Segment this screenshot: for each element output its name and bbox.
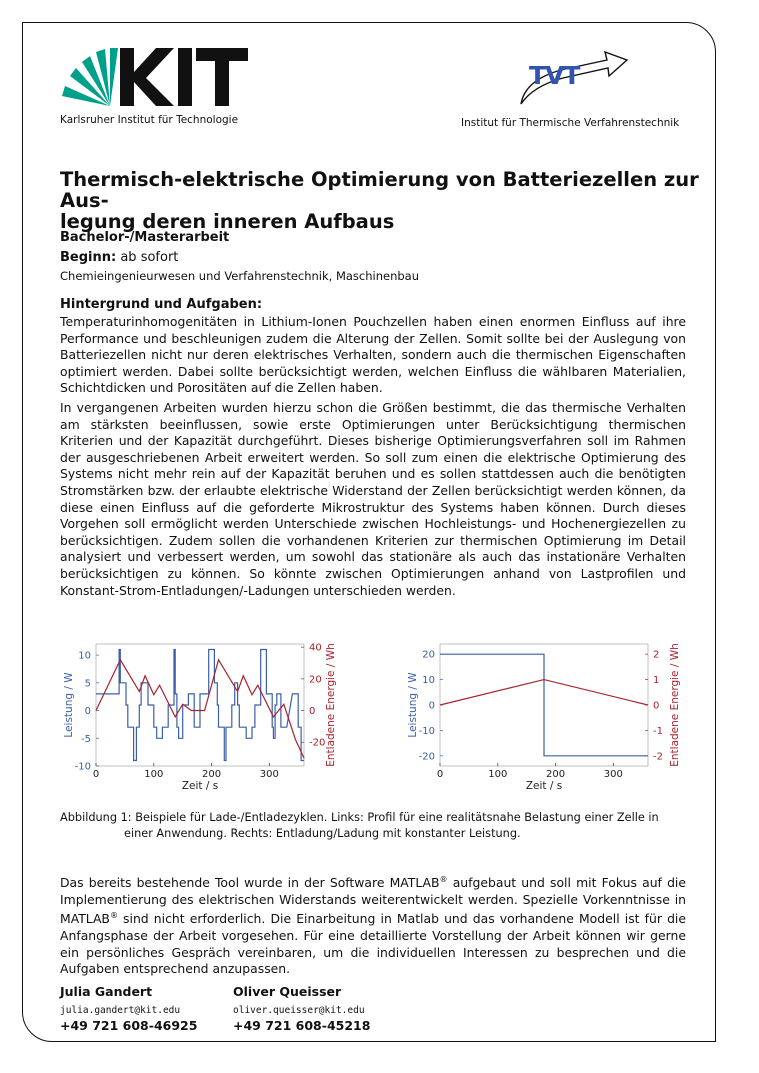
- kit-subtitle: Karlsruher Institut für Technologie: [60, 114, 239, 126]
- chart-constant-power: [402, 636, 702, 804]
- contact-phone: +49 721 608-45218: [233, 1018, 371, 1033]
- p3-part-a: Das bereits bestehende Tool wurde in der Software MATLAB: [60, 875, 440, 891]
- y-left-tick-label: 20: [422, 649, 435, 661]
- page-title: [60, 169, 700, 232]
- kit-logo: [58, 46, 248, 114]
- x-tick-label: 300: [603, 769, 623, 780]
- x-tick-label: 0: [92, 769, 100, 780]
- caption-label: Abbildung 1:: [60, 811, 132, 824]
- power-series-line: [96, 650, 304, 761]
- y-left-tick-label: -20: [418, 751, 435, 763]
- y-left-tick-label: -10: [74, 761, 91, 773]
- p3-part-c: sind nicht erforderlich. Die Einarbeitung in Matlab und das vorhandene Modell ist für die Anfangsphase der Arbeit vorgesehen. Für eine detaillierte Vorstellung der Arbeit können wir gerne ein persönliches Gespräch vereinbaren, um die individuellen Interessen zu besprechen und die Aufgaben entsprechend anzupassen.: [60, 911, 686, 977]
- y-right-tick-label: -20: [309, 737, 326, 749]
- y-right-tick-label: 40: [309, 642, 322, 654]
- svg-text:TVT: TVT: [529, 61, 580, 90]
- contact-name: Oliver Queisser: [233, 984, 342, 999]
- y-right-tick-label: 0: [653, 700, 660, 712]
- contact-email[interactable]: oliver.queisser@kit.edu: [233, 1005, 365, 1016]
- y-left-axis-label: Leistung / W: [407, 672, 419, 738]
- chart-load-profile: [58, 636, 358, 804]
- x-tick-label: 200: [202, 769, 222, 780]
- begin-info: [60, 250, 178, 265]
- begin-value: ab sofort: [120, 250, 179, 265]
- thesis-type: Bachelor-/Masterarbeit: [60, 230, 230, 245]
- caption-line-2: einer Anwendung. Rechts: Entladung/Ladung mit konstanter Leistung.: [124, 826, 521, 840]
- section-heading: Hintergrund und Aufgaben:: [60, 297, 263, 312]
- x-axis-label: Zeit / s: [525, 780, 563, 792]
- x-axis-label: Zeit / s: [181, 780, 219, 792]
- contact-phone: +49 721 608-46925: [60, 1018, 198, 1033]
- y-left-tick-label: -10: [418, 725, 435, 737]
- y-left-tick-label: 5: [84, 678, 91, 690]
- y-left-tick-label: 0: [428, 700, 435, 712]
- y-right-tick-label: -1: [653, 725, 663, 737]
- y-left-tick-label: 10: [422, 675, 435, 687]
- y-right-tick-label: -2: [653, 751, 663, 763]
- begin-label: Beginn:: [60, 250, 117, 265]
- contact-email[interactable]: julia.gandert@kit.edu: [60, 1005, 181, 1016]
- registered-mark: ®: [439, 875, 448, 884]
- study-fields: Chemieingenieurwesen und Verfahrenstechnik, Maschinenbau: [60, 269, 420, 283]
- paragraph-2: In vergangenen Arbeiten wurden hierzu schon die Größen bestimmt, die das thermische Verhalten am stärksten beeinflussen, sowie erste Optimierungen unter Berücksichtigung thermischen Kriterien und der Kapazität durchgeführt. Dieses bisherige Optimierungsverfahren soll im Rahmen der ausgeschriebenen Arbeit erweitert werden. So soll zum einen die elektrische Optimierung des Systems nicht mehr rein auf der Kapazität beruhen und es sollen stattdessen auch die benötigten Stromstärken bzw. der erlaubte elektrische Widerstand der Zellen berücksichtigt werden können, da diese einen Einfluss auf die geforderte Mikrostruktur des Systems haben können. Durch dieses Vorgehen soll ermöglicht werden Unterschiede zwischen Hochleistungs- und Hochenergiezellen zu berücksichtigen. Zudem sollen die vorhandenen Kriterien zur thermischen Optimierung im Detail analysiert und verbessert werden, um sowohl das stationäre als auch das instationäre Verhalten berücksichtigen zu können. So könnte zwischen Optimierungen anhand von Lastprofilen und Konstant-Strom-Entladungen/-Ladungen unterschieden werden.: [60, 400, 686, 598]
- x-tick-label: 100: [488, 769, 508, 780]
- y-right-axis-label: Entladene Energie / Wh: [669, 643, 681, 767]
- figure-caption: [60, 810, 686, 841]
- tvt-logo: [517, 46, 629, 110]
- x-tick-label: 300: [259, 769, 279, 780]
- contact-name: Julia Gandert: [60, 984, 153, 999]
- x-tick-label: 0: [436, 769, 444, 780]
- x-tick-label: 200: [546, 769, 566, 780]
- y-right-axis-label: Entladene Energie / Wh: [325, 643, 337, 767]
- power-series-line: [440, 654, 648, 756]
- tvt-subtitle: Institut für Thermische Verfahrenstechnik: [461, 117, 680, 129]
- caption-line-1: Beispiele für Lade-/Entladezyklen. Links: Profil für eine realitätsnahe Belastung einer Zelle in: [135, 811, 659, 824]
- y-right-tick-label: 0: [309, 706, 316, 718]
- title-line-1: Thermisch-elektrische Optimierung von Batteriezellen zur Aus-: [60, 168, 699, 212]
- contact-1: [60, 984, 197, 1033]
- y-right-tick-label: 1: [653, 675, 660, 687]
- x-tick-label: 100: [144, 769, 164, 780]
- paragraph-3: [60, 872, 686, 978]
- p3-part-b: aufgebaut und soll mit Fokus auf die Implementierung des elektrischen Widerstands weiterentwickelt werden. Spezielle Vorkenntnisse in MATLAB: [60, 875, 686, 927]
- y-right-tick-label: 20: [309, 674, 322, 686]
- y-left-axis-label: Leistung / W: [63, 672, 75, 738]
- y-right-tick-label: 2: [653, 649, 660, 661]
- title-line-2: legung deren inneren Aufbaus: [60, 210, 395, 233]
- registered-mark: ®: [109, 911, 118, 921]
- y-left-tick-label: 0: [84, 706, 91, 718]
- contact-2: [233, 984, 370, 1033]
- y-left-tick-label: -5: [81, 733, 91, 745]
- paragraph-1: Temperaturinhomogenitäten in Lithium-Ionen Pouchzellen haben einen enormen Einfluss auf ihre Performance und beschleunigen zudem die Alterung der Zellen. Somit sollte bei der Auslegung von Batteriezellen nicht nur deren elektrisches Verhalten, sondern auch die thermischen Eigenschaften optimiert werden. Dabei sollte berücksichtigt werden, welchen Einfluss die wählbaren Materialien, Schichtdicken und Porositäten auf die Zellen haben.: [60, 314, 686, 396]
- y-left-tick-label: 10: [78, 650, 91, 662]
